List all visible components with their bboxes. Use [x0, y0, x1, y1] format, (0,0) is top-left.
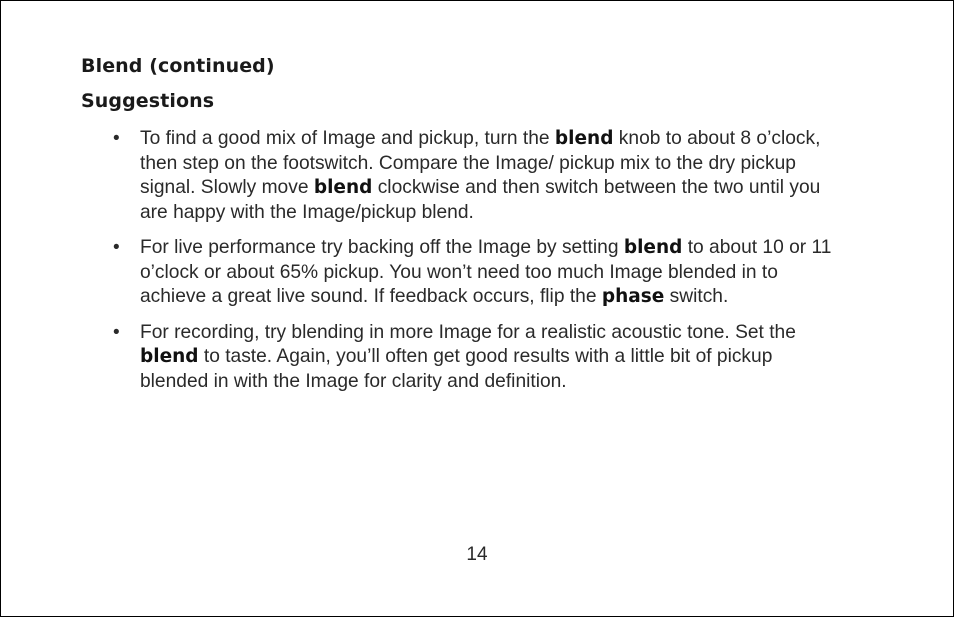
suggestion-text: clockwise and then switch between the two until you are happy with the Image/pickup blend.: [140, 177, 821, 223]
suggestion-text: For recording, try blending in more Image for a realistic acoustic tone. Set the: [140, 321, 796, 343]
control-name-blend: blend: [623, 237, 683, 258]
bullet-icon: •: [113, 237, 120, 258]
suggestion-text: switch.: [664, 286, 729, 307]
control-name-blend: blend: [313, 177, 373, 198]
suggestion-item-recording: [113, 321, 843, 395]
suggestion-text: To find a good mix of Image and pickup, turn the: [140, 128, 555, 149]
suggestion-text: knob to about 8 o’clock, then step on the footswitch. Compare the Image/ pickup mix to the dry pickup signal. Slowly move: [140, 128, 821, 198]
control-name-blend: blend: [554, 128, 614, 149]
suggestions-list: [113, 127, 843, 405]
bullet-icon: •: [113, 321, 120, 343]
control-name-phase: phase: [601, 286, 665, 307]
page-number: 14: [466, 544, 488, 565]
bullet-icon: •: [113, 128, 120, 149]
section-title: Blend (continued): [81, 55, 275, 77]
control-name-blend: blend: [140, 346, 199, 367]
suggestion-text: For live performance try backing off the Image by setting: [140, 237, 624, 258]
suggestion-text: to about 10 or 11 o’clock or about 65% pickup. You won’t need too much Image blended in to achieve a great live sound. If feedback occurs, flip the: [140, 237, 832, 307]
suggestion-item-live: [113, 236, 843, 310]
suggestion-text: to taste. Again, you’ll often get good results with a little bit of pickup blended in with the Image for clarity and definition.: [140, 346, 773, 392]
subsection-title: Suggestions: [81, 90, 215, 112]
suggestion-item-mix: [113, 127, 843, 225]
